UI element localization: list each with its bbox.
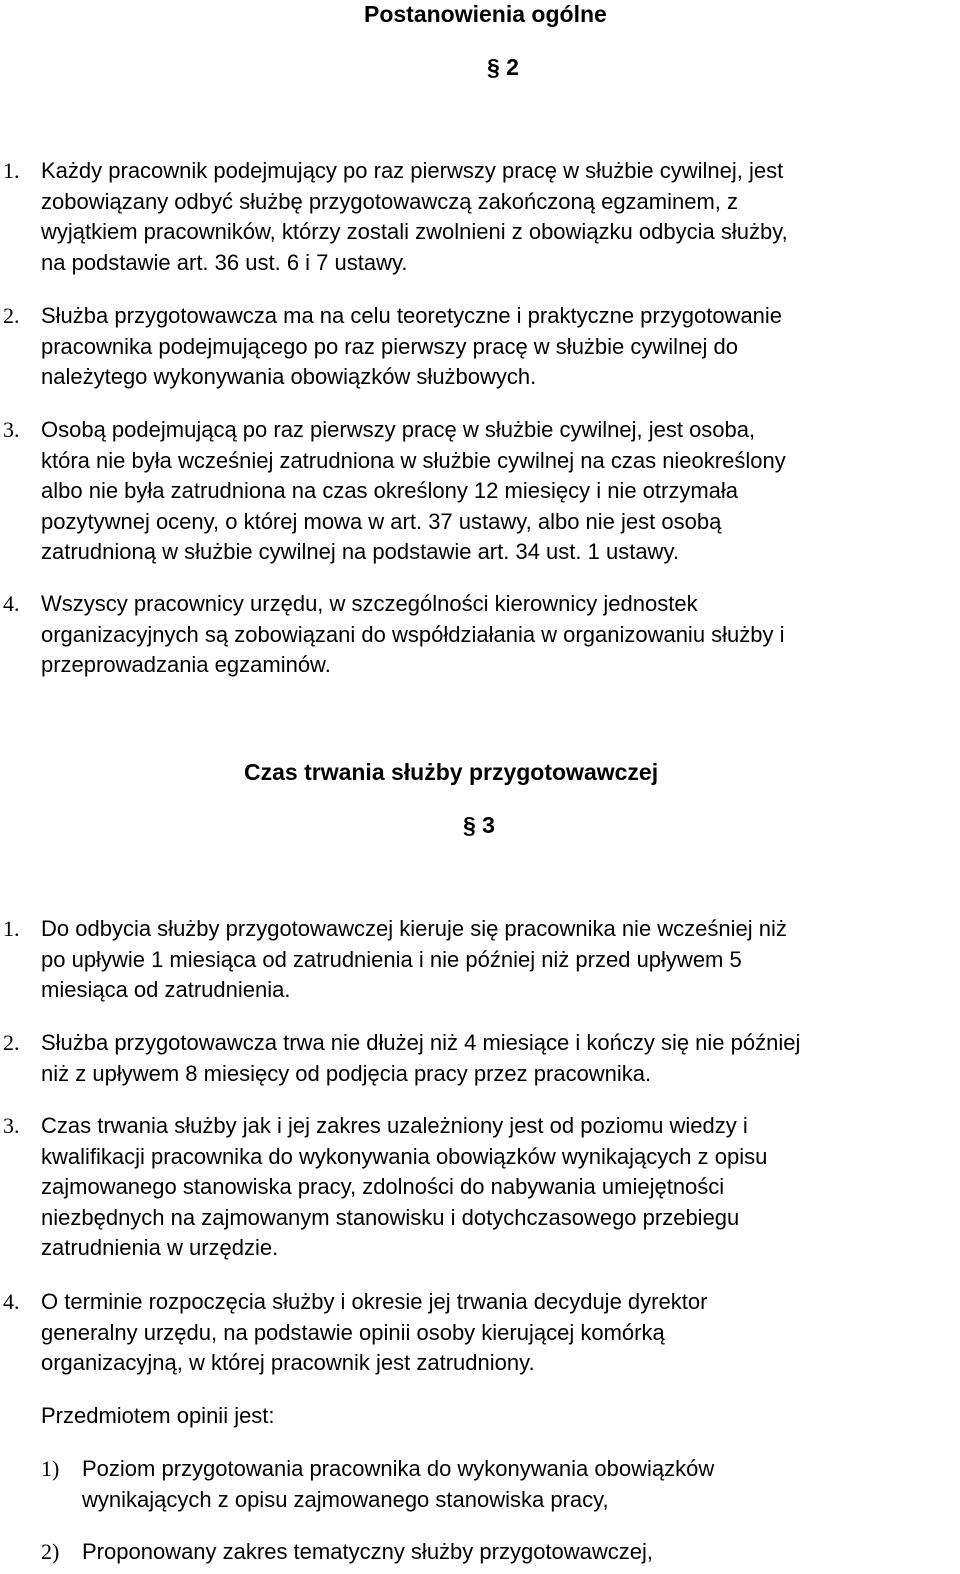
text-line: Służba przygotowawcza ma na celu teoretyczne i praktyczne przygotowanie: [41, 303, 783, 328]
item-number: 1.: [3, 158, 20, 183]
text-line: organizacyjnych są zobowiązani do współdziałania w organizowaniu służby i: [41, 621, 785, 647]
text-line: O terminie rozpoczęcia służby i okresie jej trwania decyduje dyrektor: [41, 1289, 708, 1314]
text-line: zobowiązany odbyć służbę przygotowawczą zakończoną egzaminem, z: [41, 188, 739, 214]
text-line: niż z upływem 8 miesięcy od podjęcia pracy przez pracownika.: [41, 1060, 652, 1086]
text-line: albo nie była zatrudniona na czas określony 12 miesięcy i nie otrzymała: [41, 478, 739, 503]
text-line: wynikających z opisu zajmowanego stanowiska pracy,: [82, 1486, 609, 1512]
item-number: 3.: [3, 417, 20, 442]
text-line: Do odbycia służby przygotowawczej kieruje się pracownika nie wcześniej niż: [41, 916, 787, 941]
text-line: Przedmiotem opinii jest:: [41, 1403, 275, 1428]
item-number: 2.: [3, 303, 20, 328]
section-mark: § 3: [463, 812, 495, 838]
text-line: wyjątkiem pracowników, którzy zostali zwolnieni z obowiązku odbycia służby,: [41, 219, 788, 244]
item-number: 3.: [3, 1113, 20, 1138]
item-number: 2): [41, 1539, 60, 1564]
text-line: po upływie 1 miesiąca od zatrudnienia i nie później niż przed upływem 5: [41, 946, 742, 972]
text-line: Proponowany zakres tematyczny służby przygotowawczej,: [82, 1539, 654, 1564]
text-line: kwalifikacji pracownika do wykonywania obowiązków wynikających z opisu: [41, 1143, 768, 1169]
text-line: zatrudnioną w służbie cywilnej na podstawie art. 34 ust. 1 ustawy.: [41, 539, 679, 564]
text-line: pracownika podejmującego po raz pierwszy pracę w służbie cywilnej do: [41, 333, 739, 359]
text-line: zajmowanego stanowiska pracy, zdolności do nabywania umiejętności: [41, 1174, 725, 1199]
text-line: pozytywnej oceny, o której mowa w art. 37 ustawy, albo nie jest osobą: [41, 508, 722, 534]
text-line: miesiąca od zatrudnienia.: [41, 977, 291, 1002]
text-line: przeprowadzania egzaminów.: [41, 652, 331, 677]
section-mark: § 2: [487, 54, 519, 80]
text-line: niezbędnych na zajmowanym stanowisku i dotychczasowego przebiegu: [41, 1204, 740, 1230]
text-line: Wszyscy pracownicy urzędu, w szczególności kierownicy jednostek: [41, 591, 698, 616]
text-line: na podstawie art. 36 ust. 6 i 7 ustawy.: [41, 249, 408, 275]
text-line: Każdy pracownik podejmujący po raz pierwszy pracę w służbie cywilnej, jest: [41, 158, 784, 183]
text-line: która nie była wcześniej zatrudniona w służbie cywilnej na czas nieokreślony: [41, 447, 786, 473]
item-number: 4.: [3, 591, 20, 616]
item-number: 1): [41, 1456, 60, 1481]
item-number: 4.: [3, 1289, 20, 1314]
section-title: Postanowienia ogólne: [364, 1, 607, 27]
text-line: generalny urzędu, na podstawie opinii osoby kierującej komórką: [41, 1319, 665, 1345]
text-line: Poziom przygotowania pracownika do wykonywania obowiązków: [82, 1456, 715, 1481]
item-number: 2.: [3, 1030, 20, 1055]
section-title: Czas trwania służby przygotowawczej: [244, 759, 659, 785]
text-line: zatrudnienia w urzędzie.: [41, 1235, 279, 1260]
text-line: Osobą podejmującą po raz pierwszy pracę w służbie cywilnej, jest osoba,: [41, 417, 756, 442]
text-line: Czas trwania służby jak i jej zakres uzależniony jest od poziomu wiedzy i: [41, 1113, 748, 1138]
text-line: należytego wykonywania obowiązków służbowych.: [41, 364, 537, 389]
text-line: Służba przygotowawcza trwa nie dłużej niż 4 miesiące i kończy się nie później: [41, 1030, 801, 1055]
text-line: organizacyjną, w której pracownik jest zatrudniony.: [41, 1350, 535, 1375]
item-number: 1.: [3, 916, 20, 941]
